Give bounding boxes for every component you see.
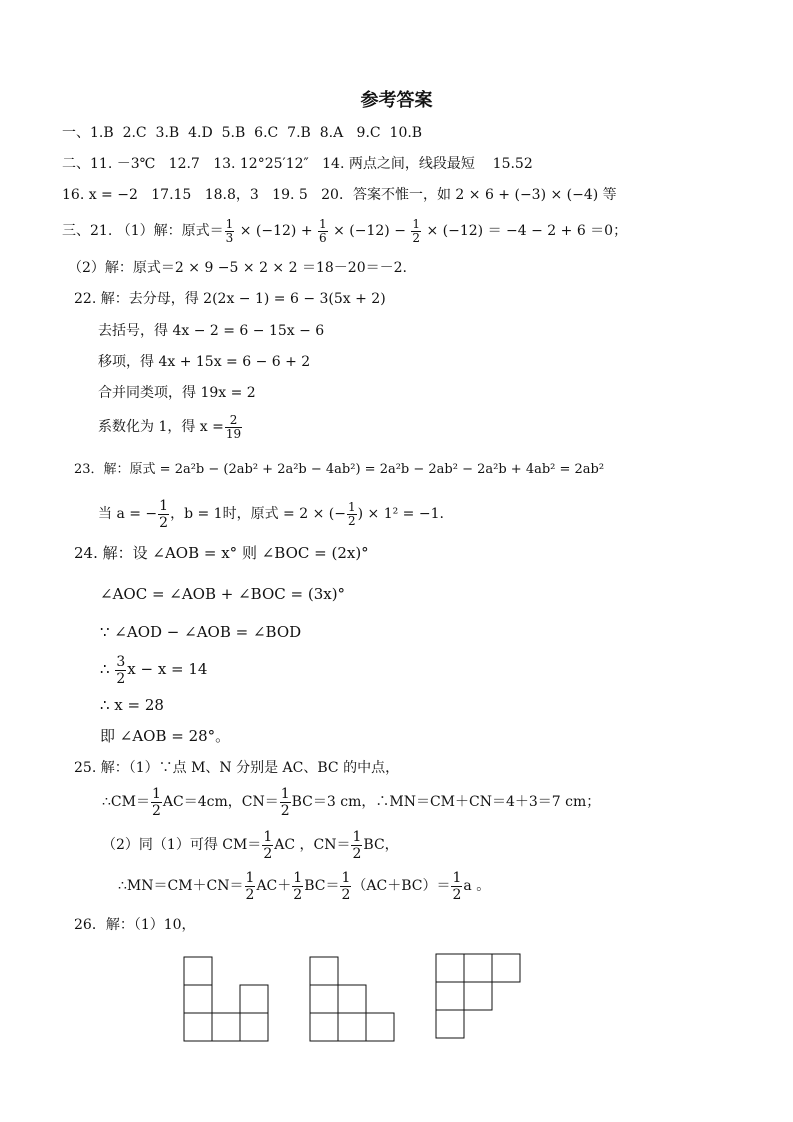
- q23-fraction-2: [347, 501, 357, 528]
- q24-line3: ∵ ∠AOD − ∠AOB = ∠BOD: [100, 623, 302, 641]
- q25-text-g: ∴MN＝CM＋CN＝: [118, 878, 244, 894]
- answer-15: 15.52: [492, 156, 533, 172]
- fraction-numerator: 1: [452, 869, 462, 886]
- q25-text-c: BC＝3 cm，∴MN＝CM＋CN＝4＋3＝7 cm；: [291, 794, 601, 810]
- q25-fraction-6: [292, 870, 303, 903]
- part2-prefix: 二、: [62, 156, 90, 172]
- q21-fraction-3: [411, 218, 421, 245]
- grid-cell: [436, 1010, 464, 1038]
- q25-line4: [118, 867, 490, 905]
- grid-cell: [310, 957, 338, 985]
- grid-cell: [366, 1013, 394, 1041]
- q21-head: 三、21. （1）解：原式＝: [62, 223, 224, 239]
- fraction-denominator: 2: [151, 802, 161, 819]
- answer-4: 4.D: [188, 125, 213, 141]
- q21-fraction-1: [225, 218, 235, 245]
- q25-text-a: ∴CM＝: [102, 794, 150, 810]
- q24-line5: ∴ x = 28: [100, 696, 164, 714]
- fraction-numerator: 1: [280, 785, 290, 802]
- grid-cell: [492, 954, 520, 982]
- q23-text-c: ) × 1² = −1.: [357, 506, 444, 522]
- fraction-numerator: 3: [116, 653, 126, 670]
- grid-cell: [310, 1013, 338, 1041]
- answer-2: 2.C: [122, 125, 147, 141]
- fraction-numerator: 1: [352, 828, 362, 845]
- q24-line4: [100, 650, 207, 688]
- part2-line2: [62, 186, 617, 204]
- q26-line1: 26．解：（1）10，: [74, 917, 196, 933]
- grid-cell: [436, 982, 464, 1010]
- answer-13: 13. 12°25′12″: [213, 156, 309, 172]
- answer-20: 20．答案不惟一，如 2 × 6 + (−3) × (−4) 等: [321, 187, 617, 203]
- fraction-numerator: 1: [225, 216, 234, 231]
- fraction-numerator: 1: [293, 869, 303, 886]
- q23-line2: [98, 495, 444, 533]
- q25-fraction-5: [245, 870, 256, 903]
- q23-text-a: 当 a = −: [98, 506, 158, 522]
- fraction-numerator: 1: [347, 499, 356, 514]
- fraction-numerator: 1: [412, 216, 421, 231]
- q23-line1: 23．解：原式 = 2a²b − (2ab² + 2a²b − 4ab²) = 2a²b − 2ab² − 2a²b + 4ab² = 2ab²: [74, 462, 605, 477]
- q24-therefore: ∴: [100, 660, 110, 678]
- grid-cell: [184, 1013, 212, 1041]
- fraction-numerator: 2: [225, 414, 242, 428]
- answer-12: 12.7: [168, 156, 200, 172]
- part2-line1: [62, 155, 533, 173]
- fraction-numerator: 1: [263, 828, 273, 845]
- q25-text-f: BC，: [363, 837, 399, 853]
- q21-term-1: × (−12) +: [235, 223, 317, 239]
- q25-fraction-1: [151, 786, 162, 819]
- answer-14: 14. 两点之间，线段最短: [322, 156, 475, 172]
- q25-line3: [102, 826, 399, 864]
- q22-fraction: [225, 414, 242, 441]
- grid-cell: [338, 985, 366, 1013]
- q24-line2: ∠AOC = ∠AOB + ∠BOC = (3x)°: [100, 585, 346, 603]
- q25-text-b: AC＝4cm，CN＝: [162, 794, 279, 810]
- view-grid-2: [309, 956, 397, 1044]
- view-grid-3: [435, 953, 523, 1041]
- fraction-denominator: 6: [319, 230, 327, 245]
- fraction-denominator: 2: [341, 886, 351, 903]
- grid-cell: [240, 1013, 268, 1041]
- q23-fraction-1: [158, 498, 169, 531]
- fraction-denominator: 2: [263, 845, 273, 862]
- q25-fraction-7: [340, 870, 351, 903]
- q25-fraction-2: [280, 786, 291, 819]
- q25-text-h: AC＋: [256, 878, 292, 894]
- fraction-denominator: 2: [293, 886, 303, 903]
- grid-cell: [464, 982, 492, 1010]
- fraction-denominator: 2: [412, 230, 421, 245]
- answer-3: 3.B: [155, 125, 180, 141]
- answer-11: 11. －3℃: [90, 156, 156, 172]
- answer-10: 10.B: [389, 125, 423, 141]
- q21-fraction-2: [318, 218, 328, 245]
- grid-cell: [212, 1013, 240, 1041]
- part1-answers: [62, 124, 422, 142]
- grid-cell: [240, 985, 268, 1013]
- fraction-denominator: 2: [245, 886, 255, 903]
- q25-fraction-3: [262, 829, 273, 862]
- q25-text-e: AC ，CN＝: [274, 837, 351, 853]
- fraction-numerator: 1: [341, 869, 351, 886]
- grid-cell: [184, 985, 212, 1013]
- fraction-denominator: 2: [280, 802, 290, 819]
- q24-line1: 24. 解：设 ∠AOB = x° 则 ∠BOC = (2x)°: [74, 544, 369, 562]
- q21-term-3: × (−12) ＝ −4 − 2 + 6 ＝0；: [422, 223, 628, 239]
- q25-text-i: BC＝: [304, 878, 340, 894]
- grid-cell: [184, 957, 212, 985]
- page-title: 参考答案: [360, 90, 433, 111]
- grid-cell: [464, 954, 492, 982]
- answer-1: 1.B: [90, 125, 114, 141]
- answer-18: 18.8，3: [204, 187, 259, 203]
- fraction-denominator: 19: [225, 426, 242, 441]
- q22-line5-text: 系数化为 1，得 x =: [98, 419, 224, 435]
- q25-fraction-8: [451, 870, 462, 903]
- fraction-denominator: 2: [116, 670, 126, 687]
- answer-5: 5.B: [221, 125, 246, 141]
- fraction-denominator: 2: [347, 513, 356, 528]
- q25-line1: 25. 解：（1）∵点 M、N 分别是 AC、BC 的中点，: [74, 760, 400, 776]
- q25-text-j: （AC＋BC）＝: [352, 878, 451, 894]
- q25-line2: [102, 783, 600, 821]
- q22-line1: 22. 解：去分母，得 2(2x − 1) = 6 − 3(5x + 2): [74, 291, 386, 307]
- q25-text-d: （2）同（1）可得 CM＝: [102, 837, 262, 853]
- fraction-denominator: 2: [452, 886, 462, 903]
- q21-part1: [62, 214, 627, 248]
- q25-fraction-4: [351, 829, 362, 862]
- answer-17: 17.15: [151, 187, 192, 203]
- fraction-numerator: 1: [151, 785, 161, 802]
- answer-7: 7.B: [287, 125, 311, 141]
- fraction-denominator: 3: [225, 230, 234, 245]
- fraction-numerator: 1: [319, 216, 327, 231]
- q24-line6: 即 ∠AOB = 28°。: [100, 727, 231, 745]
- fraction-denominator: 2: [159, 514, 169, 531]
- grid-cell: [436, 954, 464, 982]
- q24-equation: x − x = 14: [127, 660, 208, 678]
- q21-term-2: × (−12) −: [328, 223, 411, 239]
- q22-line3: 移项，得 4x + 15x = 6 − 6 + 2: [98, 354, 311, 370]
- fraction-numerator: 1: [245, 869, 255, 886]
- fraction-denominator: 2: [352, 845, 362, 862]
- part1-prefix: 一、: [62, 125, 90, 141]
- q22-line5: [98, 410, 243, 444]
- q22-line2: 去括号，得 4x − 2 = 6 − 15x − 6: [98, 323, 325, 339]
- fraction-numerator: 1: [159, 497, 169, 514]
- grid-cell: [310, 985, 338, 1013]
- q25-text-k: a 。: [463, 878, 491, 894]
- q22-line4: 合并同类项，得 19x = 2: [98, 385, 256, 401]
- q24-fraction: [115, 654, 126, 687]
- view-grid-1: [183, 956, 271, 1044]
- answer-16: 16. x = −2: [62, 187, 138, 203]
- answer-8: 8.A: [319, 125, 344, 141]
- grid-cell: [338, 1013, 366, 1041]
- q21-part2: （2）解：原式＝2 × 9 −5 × 2 × 2 ＝18－20＝－2.: [68, 260, 407, 276]
- answer-19: 19. 5: [272, 187, 308, 203]
- q23-text-b: ，b = 1时，原式 = 2 × (−: [170, 506, 346, 522]
- answer-6: 6.C: [254, 125, 279, 141]
- answer-9: 9.C: [356, 125, 381, 141]
